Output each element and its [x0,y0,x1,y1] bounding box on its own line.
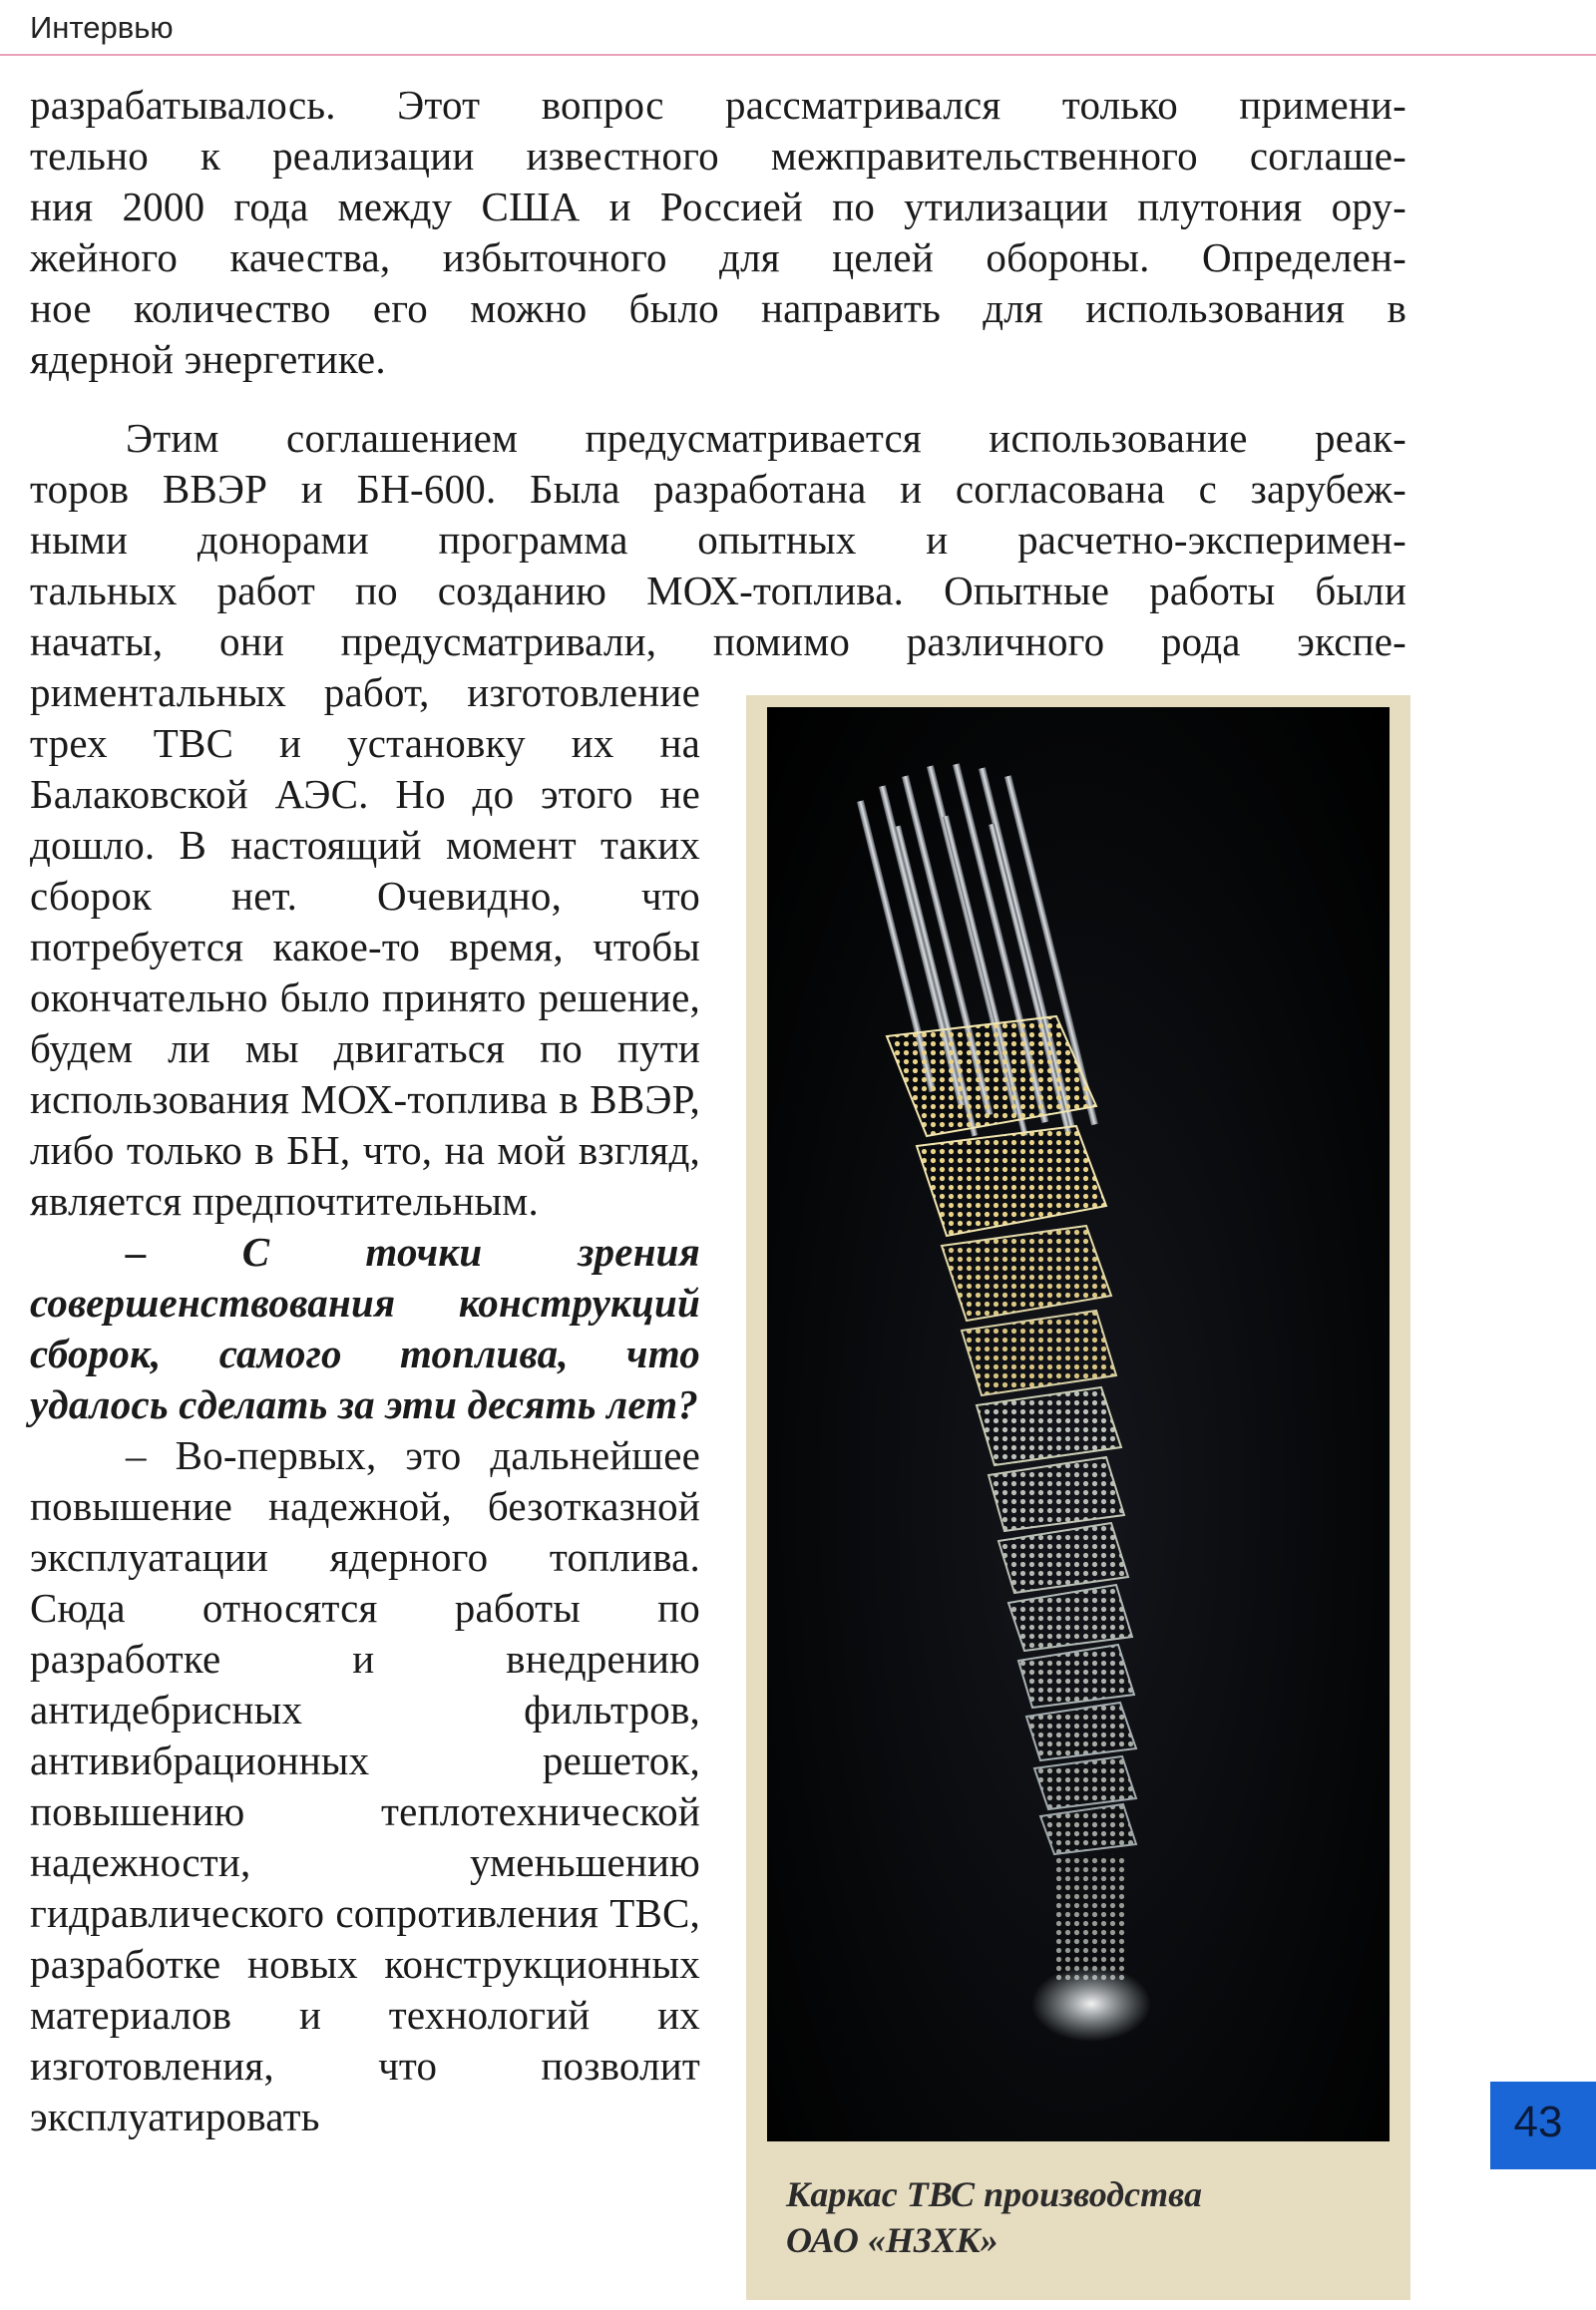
text-line: начаты, они предусматривали, помимо различного рода экспе- [30,618,1406,664]
figure [746,695,1410,2300]
text-line: ными донорами программа опытных и расчетно-эксперимен- [30,517,1406,563]
page-header [0,0,1596,56]
interview-answer: – Во-первых, это дальнейшее повышение надежной, безотказной эксплуатации ядерного топлива. Сюда относятся работы по разработке и внедрению антидебрисных фильтров, антивибрационных решеток, повышению теплотехнической надежности, уменьшению гидравлического сопротивления ТВС, разработке новых конструкционных материалов и технологий их изготовления, что позволит эксплуатировать [30,1432,700,2139]
figure-caption [786,2171,1385,2263]
section-label: Интервью [30,10,174,45]
page-number: 43 [1513,2098,1563,2146]
text-line: торов ВВЭР и БН-600. Была разработана и согласована с зарубеж- [30,466,1406,512]
caption-line-2: ОАО «НЗХК» [786,2220,998,2260]
spacer-grids [887,1016,1136,1854]
fuel-assembly-illustration [767,707,1390,2141]
text-line: ния 2000 года между США и Россией по утилизации плутония ору- [30,184,1406,229]
header-rule [0,54,1596,56]
text-line: тельно к реализации известного межправительственного соглаше- [30,133,1406,179]
left-column [30,667,700,2142]
fuel-assembly-frame-photo [767,707,1390,2141]
text-line: Этим соглашением предусматривается использование реак- [126,415,1406,461]
paragraph-2-continued: риментальных работ, изготовление трех ТВС и установку их на Балаковской АЭС. Но до этого не дошло. В настоящий момент таких сборок нет. Очевидно, что потребуется какое-то время, чтобы окончательно было принято решение, будем ли мы двигаться по пути использования МОХ-топлива в ВВЭР, либо только в БН, что, на мой взгляд, является предпочтительным. [30,669,700,1224]
interview-question: – С точки зрения совершенствования конструкций сборок, самого топлива, что удалось сделать за эти десять лет? [30,1229,700,1427]
text-line: разрабатывалось. Этот вопрос рассматривался только примени- [30,82,1406,128]
text-line: жейного качества, избыточного для целей обороны. Определен- [30,234,1406,280]
text-line: ядерной энергетике. [30,336,386,382]
caption-line-1: Каркас ТВС производства [786,2174,1202,2214]
text-line: тальных работ по созданию МОХ-топлива. Опытные работы были [30,568,1406,613]
text-line: ное количество его можно было направить для использования в [30,285,1406,331]
page-number-tab [1490,2082,1596,2169]
